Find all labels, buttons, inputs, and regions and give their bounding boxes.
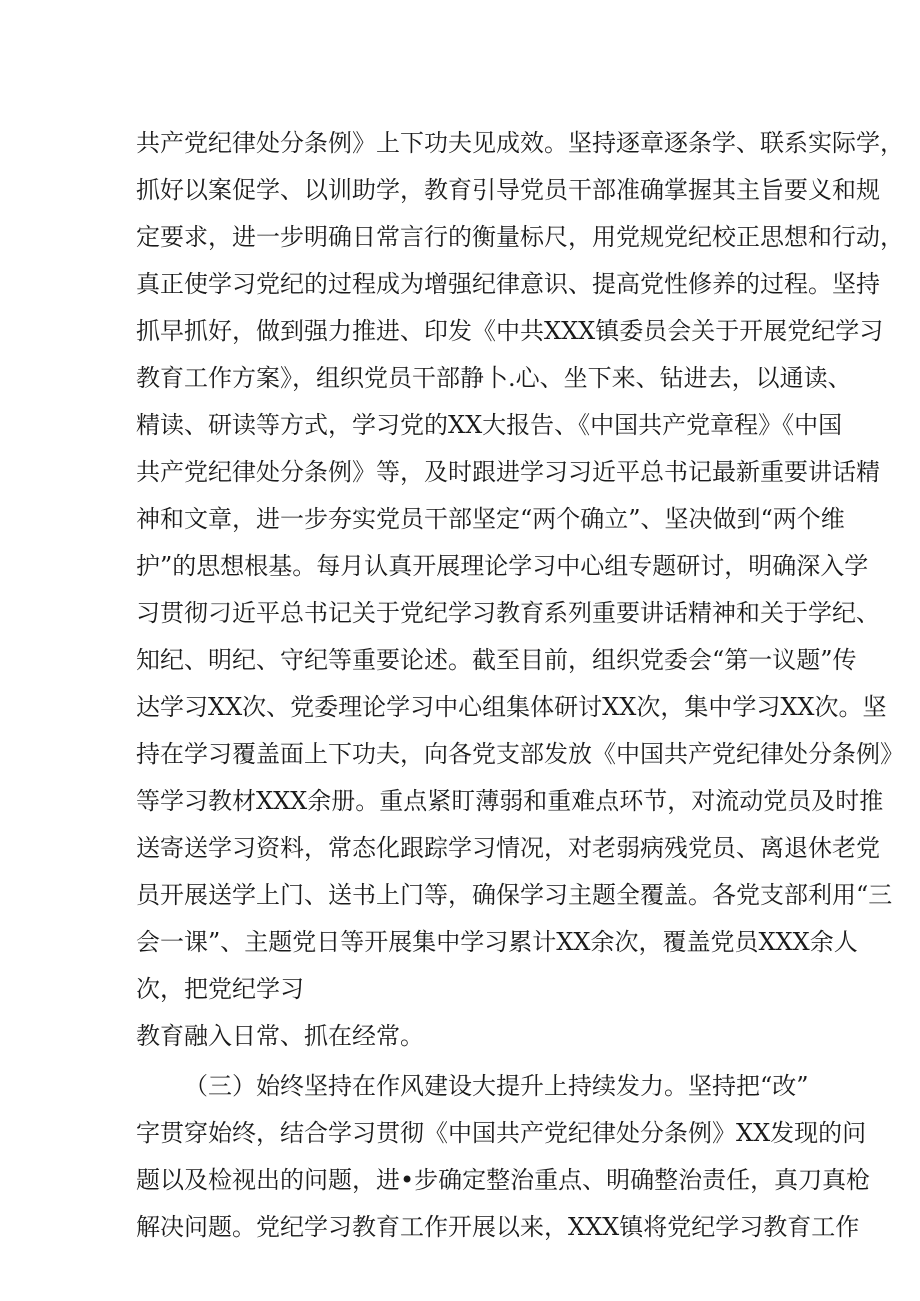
text-line: 知纪、明纪、守纪等重要论述。截至目前，组织党委会“第一议题”传: [136, 646, 857, 674]
text-line: 抓早抓好，做到强力推进、印发《中共XXX镇委员会关于开展党纪学习: [136, 317, 884, 345]
text-line: 神和文章，进一步夯实党员干部坚定“两个确立”、坚决做到“两个维: [136, 505, 845, 533]
text-line: 解决问题。党纪学习教育工作开展以来，XXX镇将党纪学习教育工作: [136, 1213, 860, 1241]
text-line: 教育融入日常、抓在经常。: [136, 1022, 424, 1050]
text-line: 护”的思想根基。每月认真开展理论学习中心组专题研讨，明确深入学: [136, 552, 869, 580]
text-line: 字贯穿始终，结合学习贯彻《中国共产党纪律处分条例》XX发现的问: [136, 1119, 867, 1147]
text-line: 抓好以案促学、以训助学，教育引导党员干部准确掌握其主旨要义和规: [136, 176, 880, 204]
text-line: 教育工作方案》，组织党员干部静卜.心、坐下来、钻进去，以通读、: [136, 364, 852, 392]
section-heading-line: （三）始终坚持在作风建设大提升上持续发力。坚持把“改”: [184, 1072, 809, 1100]
text-line: 持在学习覆盖面上下功夫，向各党支部发放《中国共产党纪律处分条例》: [136, 740, 904, 768]
text-line: 题以及检视出的问题，进•步确定整治重点、明确整治责任，真刀真枪: [136, 1166, 871, 1194]
text-line: 习贯彻刁近平总书记关于党纪学习教育系列重要讲话精神和关于学纪、: [136, 599, 880, 627]
text-line: 精读、研读等方式，学习党的XX大报告、《中国共产党章程》《中国: [136, 411, 843, 439]
text-line: 会一课”、主题党日等开展集中学习累计XX余次，覆盖党员XXX余人: [136, 928, 858, 956]
text-line: 达学习XX次、党委理论学习中心组集体研讨XX次，集中学习XX次。坚: [136, 693, 887, 721]
text-line: 定要求，进一步明确日常言行的衡量标尺，用党规党纪校正思想和行动，: [136, 223, 904, 251]
text-line: 送寄送学习资料，常态化跟踪学习情况，对老弱病残党员、离退休老党: [136, 834, 880, 862]
text-line: 共产党纪律处分条例》等，及时跟进学习习近平总书记最新重要讲话精: [136, 458, 880, 486]
text-line: 共产党纪律处分条例》上下功夫见成效。坚持逐章逐条学、联系实际学，: [136, 129, 904, 157]
text-line: 次，把党纪学习: [136, 975, 304, 1003]
text-line: 真正使学习党纪的过程成为增强纪律意识、提高党性修养的过程。坚持: [136, 270, 880, 298]
text-line: 等学习教材XXX余册。重点紧盯薄弱和重难点环节，对流动党员及时推: [136, 787, 884, 815]
text-line: 员开展送学上门、送书上门等，确保学习主题全覆盖。各党支部利用“三: [136, 881, 893, 909]
